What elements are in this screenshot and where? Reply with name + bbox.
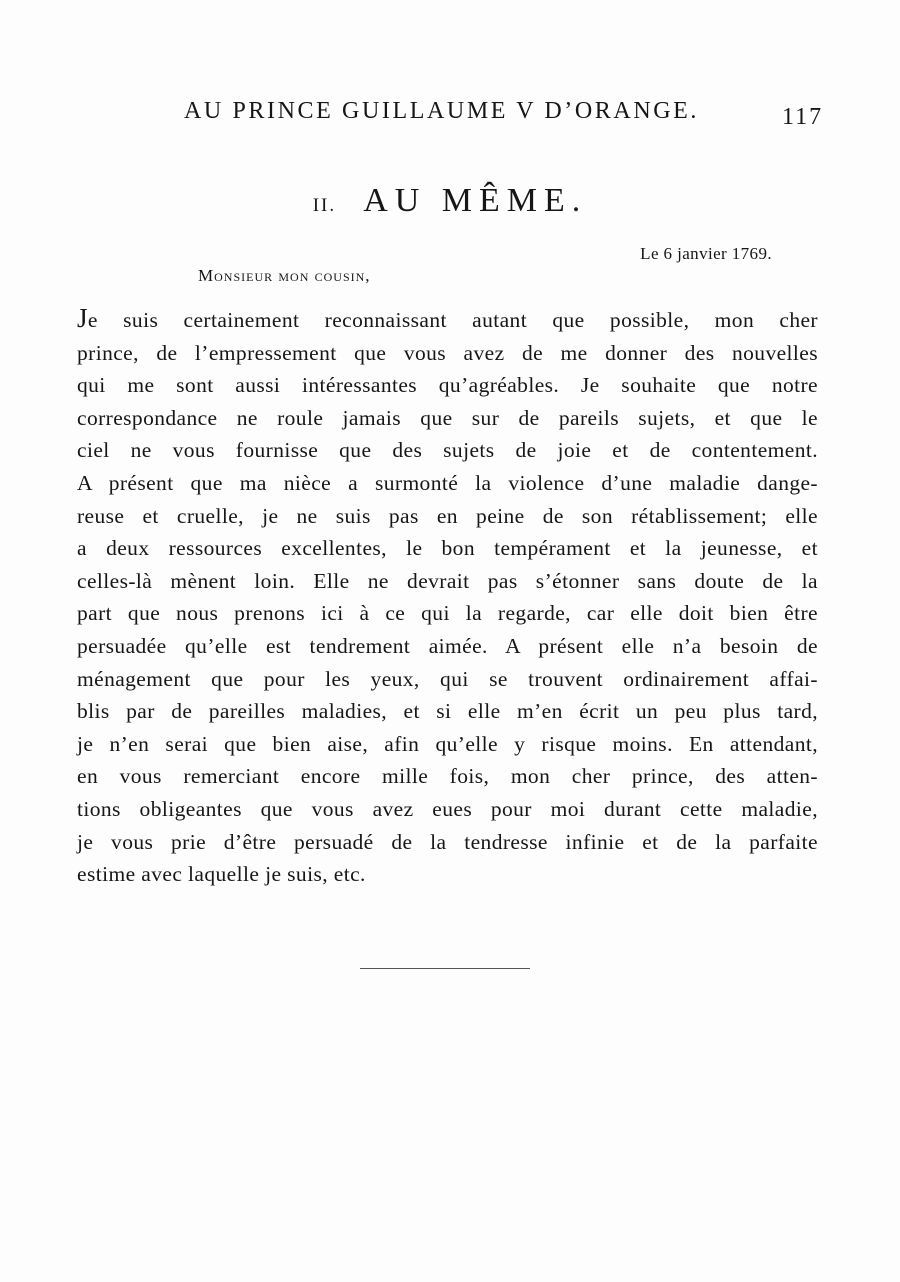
salutation: Monsieur mon cousin, [198, 266, 371, 285]
page-number: 117 [782, 104, 824, 130]
body-line: ciel ne vous fournisse que des sujets de joie et de contentement. [77, 438, 818, 463]
body-line: reuse et cruelle, je ne suis pas en peine de son rétablissement; elle [77, 503, 818, 528]
body-line: part que nous prenons ici à ce qui la regarde, car elle doit bien être [77, 601, 818, 626]
letter-number: II. [312, 195, 337, 216]
body-line: en vous remerciant encore mille fois, mon cher prince, des atten- [77, 764, 818, 789]
body-line: ménagement que pour les yeux, qui se trouvent ordinairement affai- [77, 666, 818, 691]
body-line: correspondance ne roule jamais que sur de pareils sujets, et que le [77, 405, 818, 430]
body-line: je n’en serai que bien aise, afin qu’elle y risque moins. En attendant, [77, 731, 818, 756]
body-line: blis par de pareilles maladies, et si elle m’en écrit un peu plus tard, [77, 699, 818, 724]
letter-title: AU MÊME. [363, 182, 588, 219]
letter-date: Le 6 janvier 1769. [640, 244, 772, 263]
body-line: persuadée qu’elle est tendrement aimée. A présent elle n’a besoin de [77, 633, 818, 658]
running-head: AU PRINCE GUILLAUME V D’ORANGE. [184, 98, 700, 124]
body-line: prince, de l’empressement que vous avez de me donner des nouvelles [77, 340, 818, 365]
initial-letter: J [77, 303, 88, 333]
body-line: Je suis certainement reconnaissant autant que possible, mon cher [77, 303, 818, 333]
body-line: tions obligeantes que vous avez eues pour moi durant cette maladie, [77, 796, 818, 821]
body-line: estime avec laquelle je suis, etc. [77, 862, 366, 887]
body-line: celles-là mènent loin. Elle ne devrait pas s’étonner sans doute de la [77, 568, 818, 593]
letter-body [77, 304, 818, 891]
body-line: qui me sont aussi intéressantes qu’agréables. Je souhaite que notre [77, 373, 818, 398]
body-line: je vous prie d’être persuadé de la tendresse infinie et de la parfaite [77, 829, 818, 854]
letter-heading [0, 182, 900, 220]
closing-rule [360, 968, 530, 969]
body-line: A présent que ma nièce a surmonté la violence d’une maladie dange- [77, 470, 818, 495]
body-line: a deux ressources excellentes, le bon tempérament et la jeunesse, et [77, 536, 818, 561]
